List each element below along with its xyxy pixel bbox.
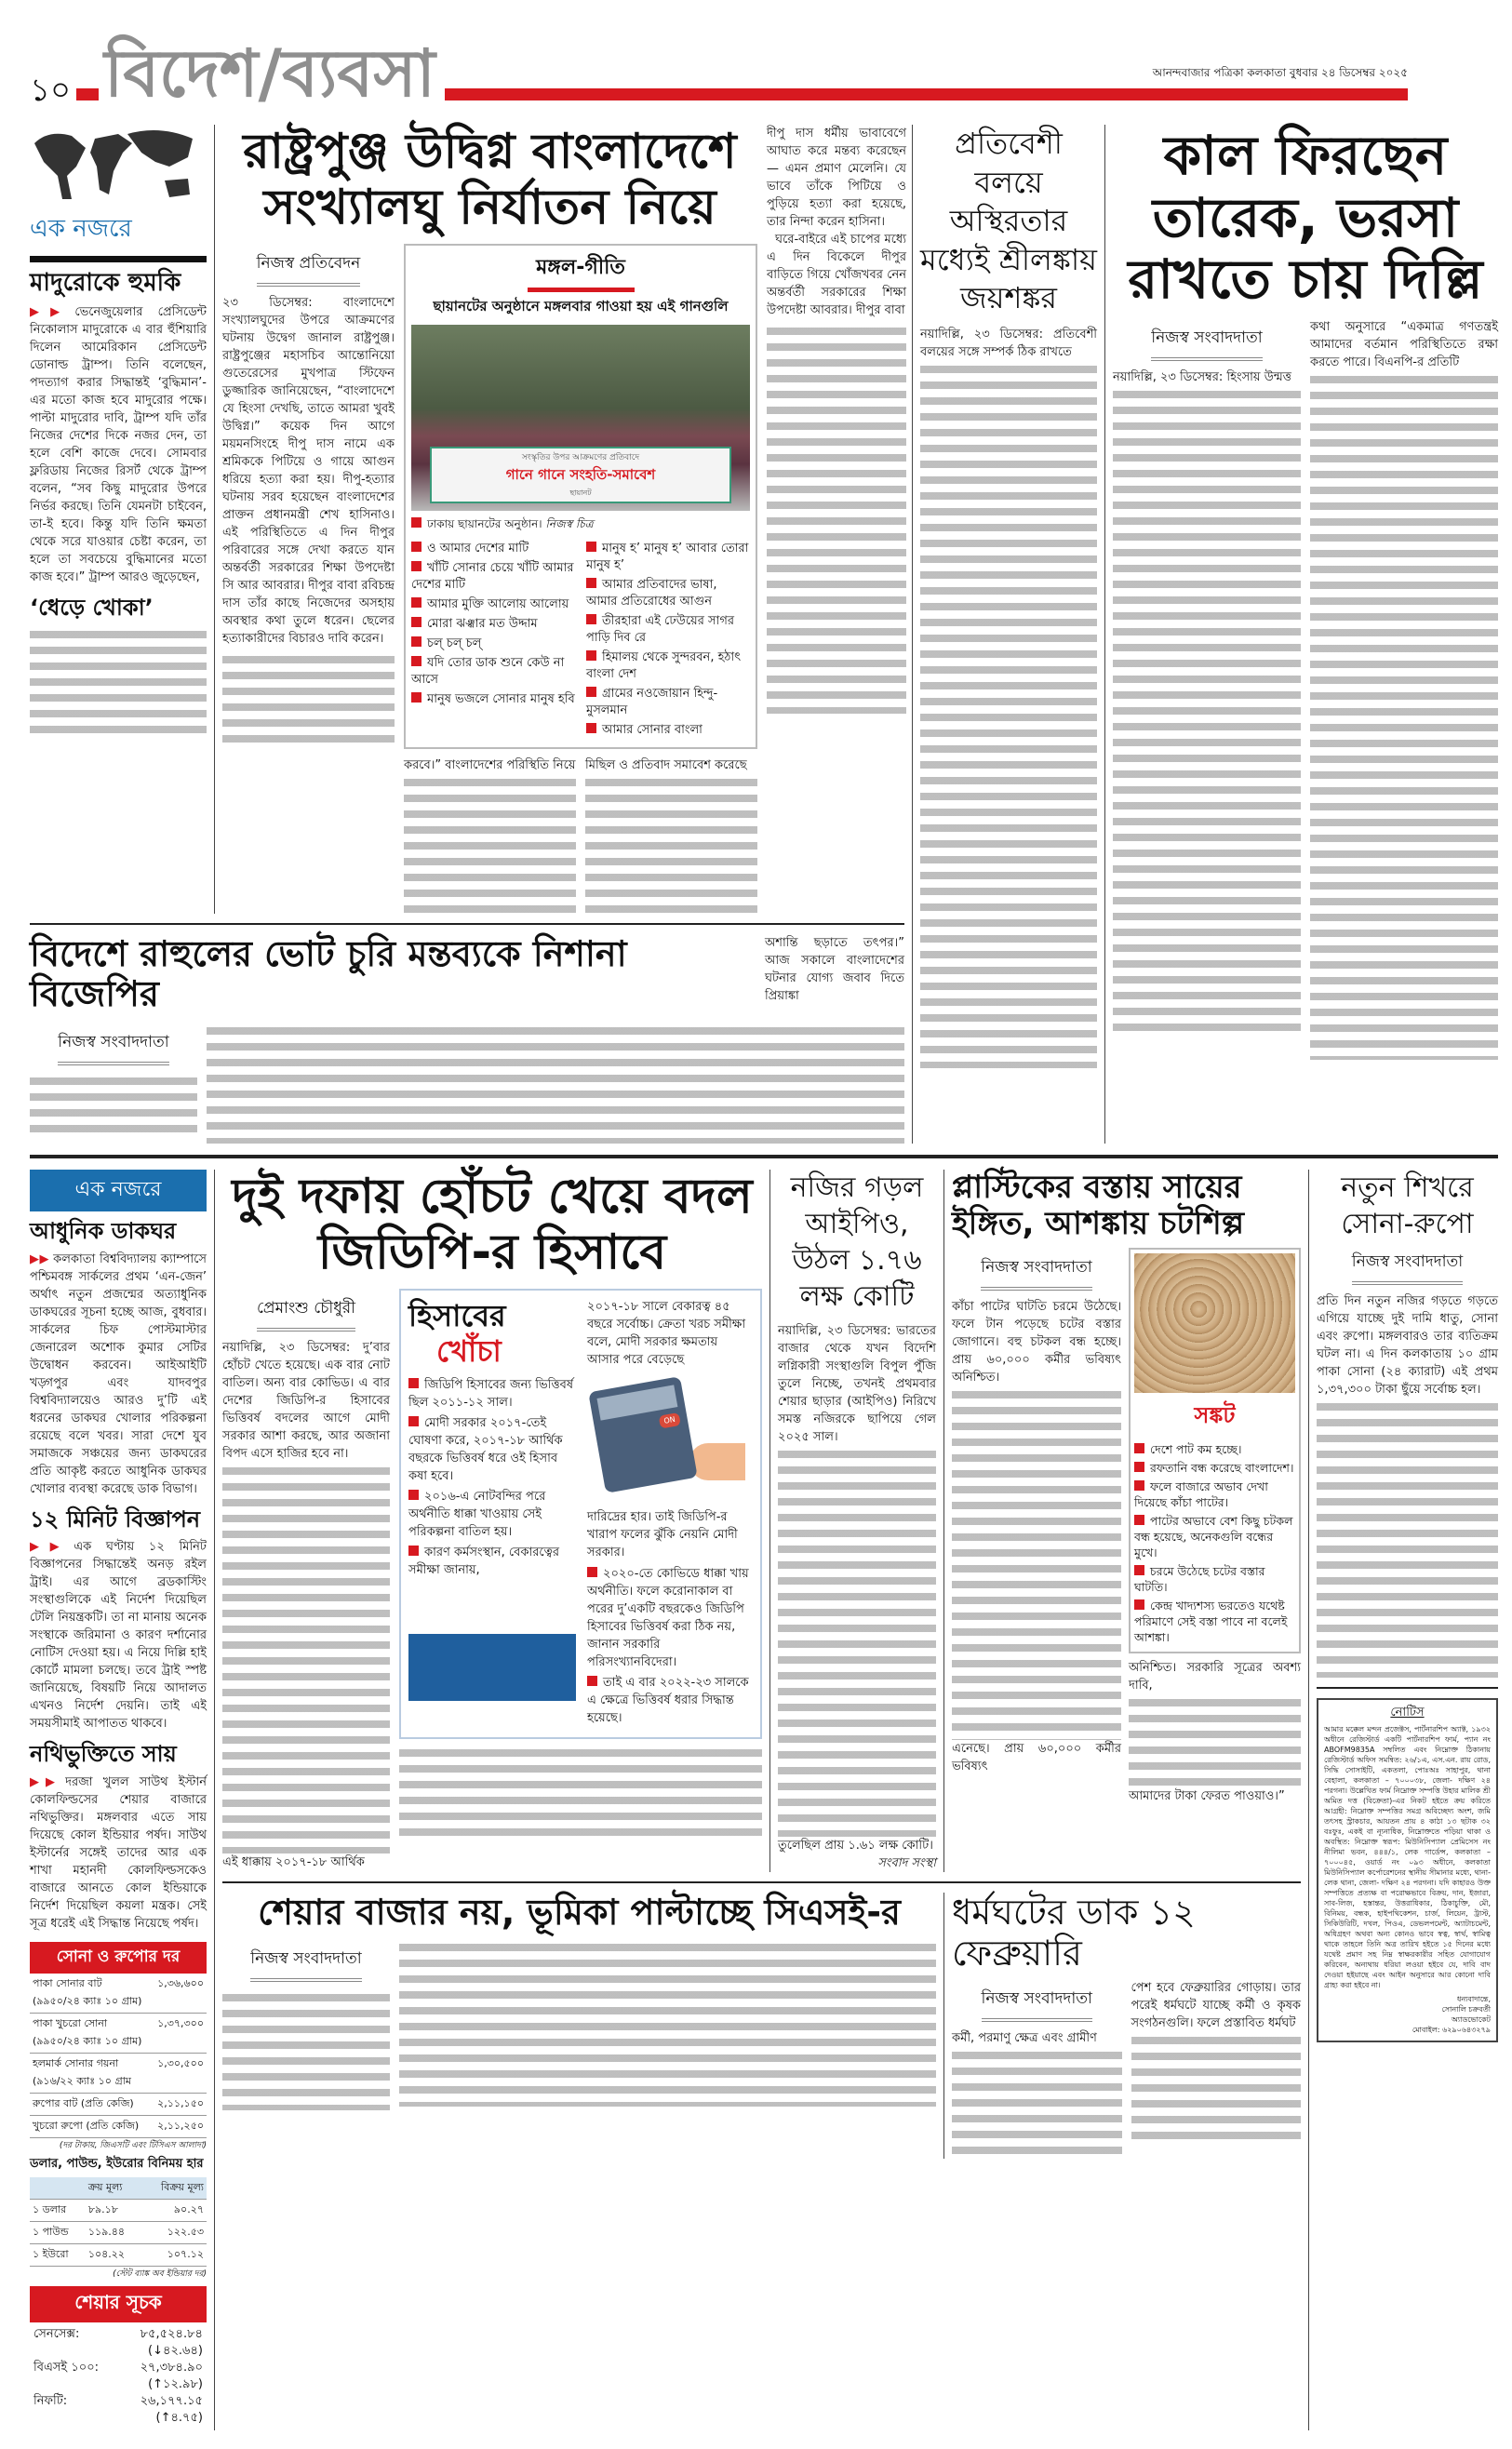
box-point: চরমে উঠেছে চটের বস্তার ঘাটতি। [1134,1564,1265,1595]
table-row: হলমার্ক সোনার গয়না (৯১৬/২২ ক্যাঃ ১০ গ্রাম ১,৩০,৫০০ [30,2053,207,2093]
chhayanot-photo [411,325,750,511]
lead-side-column [767,125,906,714]
box-point: কেন্দ্র খাদ্যশস্য ভরতেও যথেষ্ট পরিমাণে সেই বস্তা পাবে না বলেই আশঙ্কা। [1134,1599,1288,1645]
strike-text [952,2047,1122,2159]
tarek-story [1113,125,1498,1060]
forex-table: ক্রয় মূল্য বিক্রয় মূল্য ১ ডলার ৮৯.১৮ ৯০.২৭ ১ পাউন্ড ১১৯.৪৪ ১২২.৫৩ ১ ইউরো ১০৪.২২ ১০৭.১২ [30,2177,207,2267]
section-divider [30,1155,1498,1158]
gold-headline: নতুন শিখরে সোনা-রুপো [1341,1171,1474,1240]
index-row: বিএসই ১০০: ২৭,৩৮৪.৯০ [33,2360,203,2375]
song-item: চল্ চল্ চল্ [411,636,579,652]
notice-mobile: মোবাইল: ৬২৯০৬৪৩২৭৯ [1412,2025,1491,2034]
cse-headline: শেয়ার বাজার নয়, ভূমিকা পাল্টাচ্ছে সিএসই-র [258,1891,901,1933]
jute-box [1129,1248,1301,1653]
jute-story [952,1170,1301,1805]
ipo-credit: সংবাদ সংস্থা [877,1855,936,1870]
box-point: তাই এ বার ২০২২-২৩ সালকে এ ক্ষেত্রে ভিত্তিবর্ষ ধরার সিদ্ধান্ত হয়েছে। [587,1675,749,1725]
song-item: আমার সোনার বাংলা [586,722,750,739]
box-title-red: খোঁচা [436,1332,502,1369]
gold-story [1317,1170,1498,2042]
divider [30,256,207,262]
column-rule [1104,125,1105,1144]
box-points-left [408,1376,576,1582]
strike-byline: নিজস্ব সংবাদদাতা [982,1987,1092,2022]
calc-on-key: ON [658,1412,680,1429]
legal-notice [1317,1698,1498,2042]
tarek-lead: নয়াদিল্লি, ২৩ ডিসেম্বর: হিংসায় উন্মত্ত [1113,370,1291,385]
table-row: ১ ডলার ৮৯.১৮ ৯০.২৭ [30,2199,207,2221]
divider [222,1881,1301,1883]
box-point: ২০১৬-এ নোটবন্দির পরে অর্থনীতি ধাক্কা খাওয়ায় সেই পরিকল্পনা বাতিল হয়। [408,1490,546,1540]
banner [430,447,731,503]
hand-icon [689,1443,745,1480]
box-title: হিসাবের [408,1297,506,1333]
notice-title: নোটিস [1390,1705,1425,1720]
top-left-part [30,125,904,1144]
item-title: ১২ মিনিট বিজ্ঞাপন [30,1506,201,1532]
notice-role: অ্যাডভোকেট [1451,2014,1491,2024]
box-right-mid: দারিদ্রের হার। তাই জিডিপি-র খারাপ ফলের ঝুঁকি নেয়নি মোদী সরকার। [587,1509,738,1559]
banner-title: গানে গানে সংহতি-সমাবেশ [505,465,656,483]
gdp-headline: দুই দফায় হোঁচট খেয়ে বদল জিডিপি-র হিসাবে [232,1168,753,1280]
tarek-text [1310,371,1498,1060]
item-title: নথিভুক্তিতে সায় [30,1741,177,1768]
songs-left [411,541,579,711]
jute-sacks-photo [1134,1253,1295,1393]
item-body: ▶▶ এক ঘণ্টায় ১২ মিনিট বিজ্ঞাপনের সিদ্ধান্তেই অনড় রইল ট্রাই। এর আগে ব্রডকাস্টিং সংস্থাগুলিকে এই নির্দেশ দিয়েছিল টেলি নিয়ন্ত্রকটি। তা না মানায় অনেক সংস্থাকে জরিমানা ও কারণ দর্শানোর নোটিস দেওয়া হয়। এ নিয়ে দিল্লি হাই কোর্টে মামলা চলছে। তবে ট্রাই স্পষ্ট জানিয়েছে, বিষয়টি নিয়ে আদালত এখনও নির্দেশ দেয়নি। তাই এই সময়সীমাই আপাতত থাকবে। [30,1540,207,1732]
ipo-tail: তুলেছিল প্রায় ১.৬১ লক্ষ কোটি। [778,1838,933,1853]
box-point: দেশে পাট কম হচ্ছে। [1134,1441,1295,1457]
srilanka-story [920,125,1097,1068]
page-number: ১০ [30,72,72,109]
table-row: ১ ইউরো ১০৪.২২ ১০৭.১২ [30,2243,207,2266]
item-body: ▶▶ ভেনেজুয়েলার প্রেসিডেন্ট নিকোলাস মাদুরোকে এ বার হুঁশিয়ারি দিলেন আমেরিকান প্রেসিডেন্ট ডোনাল্ড ট্রাম্প। তিনি বলেছেন, পদত্যাগ করার সিদ্ধান্তই ‘বুদ্ধিমান’-এর মতো কাজ হবে মাদুরোর পক্ষে। পাল্টা মাদুরোর দাবি, ট্রাম্প যদি তাঁর নিজের দেশের দিকে নজর দেন, তা হলে বেশি কাজে দেবে। সোমবার ফ্লরিডায় নিজের রিসর্ট থেকে ট্রাম্প বলেন, “সব কিছু মাদুরোর উপরে নির্ভর করছে। তিনি যেমনটা চাইবেন, তা-ই হবে। কিন্তু যদি তিনি ক্ষমতা থেকে সরে যাওয়ার চেষ্টা করেন, তা হলে তা সবচেয়ে বুদ্ধিমানের মতো কাজ হবে।” ট্রাম্প আরও জুড়েছেন, [30,304,207,584]
world-map-icon [30,125,197,204]
red-rule [445,88,1408,100]
srilanka-lead: নয়াদিল্লি, ২৩ ডিসেম্বর: প্রতিবেশী বলয়ের সঙ্গে সম্পর্ক ঠিক রাখতে [920,327,1097,359]
lead-text [404,774,576,914]
at-a-glance-label-bottom: এক নজরে [30,1170,207,1211]
box-point: ২০২০-তে কোভিডে ধাক্কা খায় অর্থনীতি। ফলে করোনাকাল বা পরের দু’একটি বছরকেও জিডিপি হিসাবের ভিত্তিবর্ষ করা ঠিক নয়, জানান সরকারি পরিসংখ্যানবিদেরা। [587,1566,749,1669]
song-box [404,244,757,749]
rahul-headline: বিদেশে রাহুলের ভোট চুরি মন্তব্যকে নিশানা বিজেপির [30,932,627,1015]
lead-body-text [222,651,395,744]
industry-illustration [408,1589,576,1701]
gold-lead: প্রতি দিন নতুন নজির গড়তে গড়তে এগিয়ে যাচ্ছে দুই দামি ধাতু, সোনা এবং রুপো। মঙ্গলবারও তার ব্যতিক্রম ঘটল না। এ দিন কলকাতায় ১০ গ্রাম পাকা সোনা (২৪ ক্যারাট) এই প্রথম ১,৩৭,৩০০ টাকা ছুঁয়ে সর্বোচ্চ হল। [1317,1293,1498,1397]
section-title: বিদেশ/ব্যবসা [104,35,435,112]
column-rule [214,1170,215,2430]
gdp-story [222,1170,762,1871]
song-item: ও আমার দেশের মাটি [411,541,579,557]
kicker-underline [528,288,635,292]
masthead-date: আনন্দবাজার পত্রিকা কলকাতা বুধবার ২৪ ডিসেম্বর ২০২৫ [1153,65,1408,84]
ipo-lead: নয়াদিল্লি, ২৩ ডিসেম্বর: ভারতের বাজার থেকে যখন বিদেশি লগ্নিকারী সংস্থাগুলি বিপুল পুঁজি তুলে নিচ্ছে, তখনই প্রথমবার শেয়ার ছাড়ার (আইপিও) নিরিখে সমস্ত নজিরকে ছাপিয়ে গেল ২০২৫ সাল। [778,1323,936,1444]
table-row: পাকা খুচরো সোনা (৯৯৫০/২৪ ক্যাঃ ১০ গ্রাম) ১,৩৭,৩০০ [30,2013,207,2053]
index-change: (↑১২.৯৮) [148,2376,203,2391]
songs-right [586,541,750,742]
cse-text [222,1989,390,2110]
lead-body: ২৩ ডিসেম্বর: বাংলাদেশে সংখ্যালঘুদের উপরে আক্রমণের ঘটনায় উদ্বেগ জানাল রাষ্ট্রপুঞ্জ। রাষ্ট্রপুঞ্জের মহাসচিব আন্তোনিয়ো গুতেরেসের মুখপাত্র স্টিফেন ডুজ্জারিক জানিয়েছেন, “বাংলাদেশে যে হিংসা দেখছি, তাতে আমরা খুবই উদ্বিগ্ন।” কয়েক দিন আগে ময়মনসিংহে দীপু দাস নামে এক শ্রমিককে পিটিয়ে ও গায়ে আগুন ধরিয়ে হত্যা করা হয়। দীপু-হত্যার ঘটনায় সরব হয়েছেন বাংলাদেশের প্রাক্তন প্রধানমন্ত্রী শেখ হাসিনাও। এই পরিস্থিতিতে এ দিন দীপুর পরিবারের সঙ্গে দেখা করতে যান অন্তর্বর্তী সরকারের শিক্ষা উপদেষ্টা সি আর আবরার। দীপুর বাবা রবিচন্দ্র দাস তাঁর কাছে নিজেদের অসহায় অবস্থার কথা তুলে ধরেন। ছেলের হত্যাকারীদের বিচারও দাবি করেন। [222,295,395,646]
column-rule [214,125,215,914]
divider [1317,1687,1498,1689]
banner-subtitle: সংস্কৃতির উপর আক্রমণের প্রতিবাদে [521,452,640,462]
divider [30,923,904,925]
notice-signoff: ধন্যবাদান্তে, [1456,1994,1491,2003]
gdp-text [399,1745,762,1838]
song-item: গ্রামের নওজোয়ান হিন্দু-মুসলমান [586,686,718,717]
strike-lead: কর্মী, পরমাণু ক্ষেত্র এবং গ্রামীণ [952,2031,1097,2046]
item-title: ‘ধেড়ে খোকা’ [30,594,154,621]
song-item: খাঁটি সোনার চেয়ে খাঁটি আমার দেশের মাটি [411,560,574,592]
strike-col2: পেশ হবে ফেব্রুয়ারির গোড়ায়। তার পরেই ধর্মঘটে যাচ্ছে কর্মী ও কৃষক সংগঠনগুলি। ফলে প্রস্তাবিত ধর্মঘট [1131,1981,1301,2031]
banner-org: ছায়ানট [569,488,592,497]
jute-tail-2: আমাদের টাকা ফেরত পাওয়াও।” [1129,1789,1285,1804]
jute-byline: নিজস্ব সংবাদদাতা [981,1255,1091,1291]
index-change: (↓৪২.৬৪) [148,2343,203,2358]
column-rule [769,1170,770,1872]
column-rule [1308,1170,1309,2430]
lead-side-text [767,323,906,714]
photo-caption: ঢাকায় ছায়ানটের অনুষ্ঠান। নিজস্ব চিত্র [411,516,750,535]
index-change: (↑৪.৭৫) [155,2410,203,2425]
srilanka-headline: প্রতিবেশী বলয়ে অস্থিরতার মধ্যেই শ্রীলঙ্কায় জয়শঙ্কর [920,126,1097,316]
item-title: মাদুরোকে হুমকি [30,269,181,297]
gdp-text [222,1463,390,1853]
song-item: মানুষ হ’ মানুষ হ’ আবার তোরা মানুষ হ’ [586,541,749,572]
ipo-story [778,1170,936,1872]
rahul-story [30,934,904,1015]
gold-byline: নিজস্ব সংবাদদাতা [1352,1250,1463,1285]
box-points-right [587,1565,753,1730]
gdp-lead: নয়াদিল্লি, ২৩ ডিসেম্বর: দু’বার হোঁচট খেতে হয়েছে। এক বার নোট বাতিল। অন্য বার কোভিড। এ বার দেশের জিডিপি-র হিসাবের ভিত্তিবর্ষ বদলের আগে মোদী সরকার আশা করছে, আর অজানা বিপদ এসে হাজির হবে না। [222,1340,390,1461]
red-rule-left [76,88,99,100]
indices-title: শেয়ার সূচক [30,2286,207,2322]
box-point: ফলে বাজারে অভাব দেখা দিয়েছে কাঁচা পাটের। [1134,1479,1268,1510]
rahul-side-text: অশান্তি ছড়াতে তৎপর।” আজ সকালে বাংলাদেশের ঘটনার যোগ্য জবাব দিতে প্রিয়াঙ্কা [765,935,904,1003]
jute-after-box: অনিশ্চিত। সরকারি সূত্রের অবশ্য দাবি, [1129,1661,1301,1693]
column-rule [943,1893,944,2159]
song-item: তীরহারা এই ঢেউয়ের সাগর পাড়ি দিব রে [586,613,735,645]
bottom-middle [222,1170,1301,2159]
index-row: নিফটি: ২৬,১৭৭.১৫ [33,2393,203,2408]
table-row: ১ পাউন্ড ১১৯.৪৪ ১২২.৫৩ [30,2221,207,2243]
tarek-text [1113,386,1301,1037]
forex-title: ডলার, পাউন্ড, ইউরোর বিনিময় হার [30,2156,204,2171]
tarek-col2-lead: কথা অনুসারে “একমাত্র গণতন্ত্রই আমাদের বর্তমান পরিস্থিতিতে রক্ষা করতে পারে। বিএনপি-র প্রতিটি [1310,320,1498,370]
box-point: রফতানি বন্ধ করেছে বাংলাদেশ। [1134,1460,1295,1476]
notice-name: সোনালি চক্রবর্তী [1441,2004,1491,2014]
item-title: আধুনিক ডাকঘর [30,1217,177,1244]
lead-continuation: করবে।” বাংলাদেশের পরিস্থিতি নিয়ে [404,757,576,772]
lead-continuation-2: মিছিল ও প্রতিবাদ সমাবেশ করেছে [585,757,747,772]
bottom-section [30,1170,1498,2430]
cse-story [222,1893,936,2110]
jute-lead: কাঁচা পাটের ঘাটতি চরমে উঠেছে। ফলে টান পড়েছে চটের বস্তার জোগানে। বহু চটকল বন্ধ হচ্ছে। প্রায় ৬০,০০০ কর্মীর ভবিষ্যৎ অনিশ্চিত। [952,1300,1121,1385]
song-title: ছায়ানটের অনুষ্ঠানে মঙ্গলবার গাওয়া হয় এই গানগুলি [433,297,729,314]
gold-rates-title: সোনা ও রুপোর দর [30,1942,207,1974]
at-a-glance-label: এক নজরে [30,215,132,243]
page-header [30,0,1482,112]
lead-side-col: দীপু দাস ধর্মীয় ভাবাবেগে আঘাত করে মন্তব্য করেছেন— এমন প্রমাণ মেলেনি। যে ভাবে তাঁকে পিটিয়ে ও পুড়িয়ে হত্যা করা হয়েছে, তার নিন্দা করেন হাসিনা। ঘরে-বাইরে এই চাপের মধ্যে এ দিন বিকেলে দীপুর বাড়িতে গিয়ে খোঁজখবর নেন অন্তর্বর্তী সরকারের শিক্ষা উপদেষ্টা আবরার। দীপুর বাবা [767,127,906,317]
box-point: কারণ কর্মসংস্থান, বেকারত্বের সমীক্ষা জানায়, [408,1546,560,1578]
gold-rates-table [30,1974,207,2138]
tarek-headline: কাল ফিরছেন তারেক, ভরসা রাখতে চায় দিল্লি [1128,124,1483,312]
box-title: সঙ্কট [1194,1402,1236,1429]
rahul-text [30,1073,197,1136]
ipo-headline: নজির গড়ল আইপিও, উঠল ১.৭৬ লক্ষ কোটি [790,1171,924,1313]
box-right-top: ২০১৭-১৮ সালে বেকারত্ব ৪৫ বছরে সর্বোচ্চ। ক্রেতা খরচ সমীক্ষা বলে, মোদী সরকার ক্ষমতায় আসার পরে বেড়েছে [587,1299,746,1367]
calculator-icon [588,1376,698,1493]
strike-text [1131,2032,1302,2144]
rahul-byline: নিজস্ব সংবাদদাতা [58,1030,168,1065]
lead-text [585,774,757,914]
song-item: যদি তোর ডাক শুনে কেউ না আসে [411,655,565,687]
strike-story [952,1893,1301,2159]
at-a-glance-bottom [30,1170,207,2430]
srilanka-text [920,361,1097,1068]
gdp-tail: এই ধাক্কায় ২০১৭-১৮ আর্থিক [222,1854,365,1869]
jute-text [952,1386,1121,1740]
box-point: পাটের অভাবে বেশ কিছু চটকল বন্ধ হয়েছে, অনেকগুলি বন্ধের মুখে। [1134,1514,1293,1560]
lead-byline: নিজস্ব প্রতিবেদন [257,251,361,287]
song-item: আমার মুক্তি আলোয় আলোয় [411,596,579,613]
box-point: মোদী সরকার ২০১৭-তেই ঘোষণা করে, ২০১৭-১৮ আর্থিক বছরকে ভিত্তিবর্ষ ধরে ওই হিসাব কষা হবে। [408,1416,563,1484]
jute-tail: এনেছে। প্রায় ৬০,০০০ কর্মীর ভবিষ্যৎ [952,1742,1121,1774]
table-row: রুপোর বাট (প্রতি কেজি) ২,১১,১৫০ [30,2093,207,2115]
song-item: মানুষ ভজলে সোনার মানুষ হবি [411,691,579,708]
song-item: আমার প্রতিবাদের ভাষা, আমার প্রতিরোধের আগুন [586,577,717,609]
gold-note: (দর টাকায়, জিএসটি এবং টিসিএস আলাদা) [59,2140,207,2150]
ipo-text [778,1446,936,1837]
cse-byline: নিজস্ব সংবাদদাতা [250,1947,361,1982]
jute-box-points [1134,1441,1295,1648]
item-body-text [30,626,207,738]
column-rule [912,125,913,1144]
jute-headline: প্লাস্টিকের বস্তায় সায়ের ইঙ্গিত, আশঙ্কায় চটশিল্প [952,1168,1244,1243]
top-section [30,125,1498,1144]
table-row: খুচরো রুপো (প্রতি কেজি) ২,১১,২৫০ [30,2115,207,2137]
item-body: ▶▶ কলকাতা বিশ্ববিদ্যালয় ক্যাম্পাসে পশ্চিমবঙ্গ সার্কলের প্রথম ‘এন-জেন’ অর্থাৎ নতুন প্রজন্মের অত্যাধুনিক ডাকঘরের সূচনা হচ্ছে আজ, বুধবার। সার্কলের চিফ পোস্টমাস্টার জেনারেল অশোক কুমার সেটির উদ্বোধন করবেন। আইআইটি খড়্গপুর এবং যাদবপুর বিশ্ববিদ্যালয়েও আরও দু’টি এই ধরনের ডাকঘর খোলার পরিকল্পনা রয়েছে বলে খবর। সারা দেশে যুব সমাজকে সঞ্চয়ের জন্য ডাকঘরের প্রতি আকৃষ্ট করতে আধুনিক ডাকঘর খোলার ব্যবস্থা করেছে ডাক বিভাগ। [30,1251,207,1496]
song-item: হিমালয় থেকে সুন্দরবন, হঠাৎ বাংলা দেশ [586,649,742,681]
cse-text [399,1939,936,2107]
song-kicker: মঙ্গল-গীতি [536,255,625,279]
strike-headline: ধর্মঘটের ডাক ১২ ফেব্রুয়ারি [952,1891,1196,1974]
gold-text [1317,1398,1498,1678]
box-point: জিডিপি হিসাবের জন্য ভিত্তিবর্ষ ছিল ২০১১-১২ সাল। [408,1378,574,1411]
index-row: সেনসেক্স: ৮৫,৫২৪.৮৪ [33,2326,203,2341]
lead-story [222,125,757,914]
song-item: মোরা ঝঞ্ঝার মত উদ্দাম [411,616,579,633]
item-body: ▶▶ দরজা খুলল সাউথ ইস্টার্ন কোলফিল্ডসের শেয়ার বাজারে নথিভুক্তির। মঙ্গলবার এতে সায় দিয়েছে কোল ইন্ডিয়ার পর্ষদ। সাউথ ইস্টার্নের সঙ্গেই তাদের আর এক শাখা মহানদী কোলফিল্ডসকেও বাজারে আনতে কোল ইন্ডিয়াকে নির্দেশ দিয়েছিল কয়লা মন্ত্রক। সেই সূত্র ধরেই এই সিদ্ধান্ত নিয়েছে পর্ষদ। [30,1774,207,1931]
gdp-byline: প্রেমাংশু চৌধুরী [257,1296,355,1332]
jute-text [1129,1694,1301,1787]
notice-body: আমার মক্কেল মন্দন প্রজেক্টস, পার্টনারশিপ অ্যাক্ট, ১৯৩২ অধীনে রেজিস্টার্ড একটি পার্টনারশিপ ফার্ম, প্যান নং ABOFM9835A সম্বলিত এবং নিম্নোক্ত ঠিকানায় রেজিস্টার্ড অফিস সমন্বিত: ২৬/১এ, এস.এন. রায় রোড, সিদ্ধি সোসাইটি, একতলা, পোঃঅঃ সাহাপুর, থানা বেহালা, কলকাতা – ৭০০০৩৮, জেলা- দক্ষিণ ২৪ পরগনা। উল্লেখিত ফার্ম নিম্নোক্ত সম্পত্তি উহার মালিক শ্রী অমিত দত্ত (বিক্রেতা)-এর নিকট হইতে ক্রয় করিতে আগ্রহী: নিম্নোক্ত সম্পত্তির সমগ্র অবিচ্ছেদ্য অংশ, জমি তৎসহ স্ট্রাকচার, আয়তন প্রায় ৪ কাঠা ১৩ ছটাক ৩২ বঃফুঃ, একই বা ন্যূনাধিক, নিম্নোক্ততে পড়িয়া থাকা ও অবস্থিত: নিম্নোক্ত স্বরূপ: মিউনিসিপ্যাল প্রেমিসেস নং নীলিমা ভবন, ৪৪৪/১, লেক গার্ডেন্স, কলকাতা – ৭০০০৪৫, ওয়ার্ড নং ০৯৩ অধীনে, কলকাতা মিউনিসিপ্যাল কর্পোরেশনের স্থানীয় সীমানার মধ্যে, থানা- লেক থানা, জেলা- দক্ষিণ ২৪ পরগনা। যদি কাহারও উক্ত সম্পত্তিতে প্রত্যক্ষ বা পরোক্ষভাবে বিক্রয়, দান, ইজারা, সাব-লিজ, হস্তান্তর, উত্তরাধিকার, ঠিকাচুক্তি, মৌ, বিনিময়, বন্ধক, হাইপথিকেশন, চার্জ, লিয়েন, ট্রাস্ট, সিকিউরিটি, দখল, পিওএ, ডেভলপমেন্ট, অ্যাটাচমেন্ট, অধিগ্রহণ অথবা অন্য কোনও ভাবে স্বত্ব, স্বার্থ, স্বামিত্ব থাকে তাহলে তিনি অত্র তারিখ হইতে ১৫ দিনের মধ্যে যথেষ্ট প্রমাণ সহ নিম্ন স্বাক্ষরকারীর সহিত যোগাযোগ করিবেন, অন্যথায় ধরিয়া লওয়া হইবে যে, দাবি বাদ দেওয়া হইয়াছে এবং আইন অনুসারে আর কোনো দাবি গ্রাহ্য করা হইবে না। [1324,1724,1491,1989]
indices-list [30,2322,207,2430]
column-rule [943,1170,944,1872]
rahul-text [207,1023,904,1144]
forex-note: (স্টেট ব্যাঙ্ক অব ইন্ডিয়ার দর) [113,2268,207,2279]
table-row: পাকা সোনার বাট (৯৯৫০/২৪ ক্যাঃ ১০ গ্রাম) ১,৩৬,৬০০ [30,1974,207,2014]
at-a-glance-top [30,125,207,738]
gdp-box [399,1289,762,1739]
lead-headline: রাষ্ট্রপুঞ্জ উদ্বিগ্ন বাংলাদেশে সংখ্যালঘু নির্যাতন নিয়ে [243,124,737,235]
tarek-byline: নিজস্ব সংবাদদাতা [1151,326,1262,361]
